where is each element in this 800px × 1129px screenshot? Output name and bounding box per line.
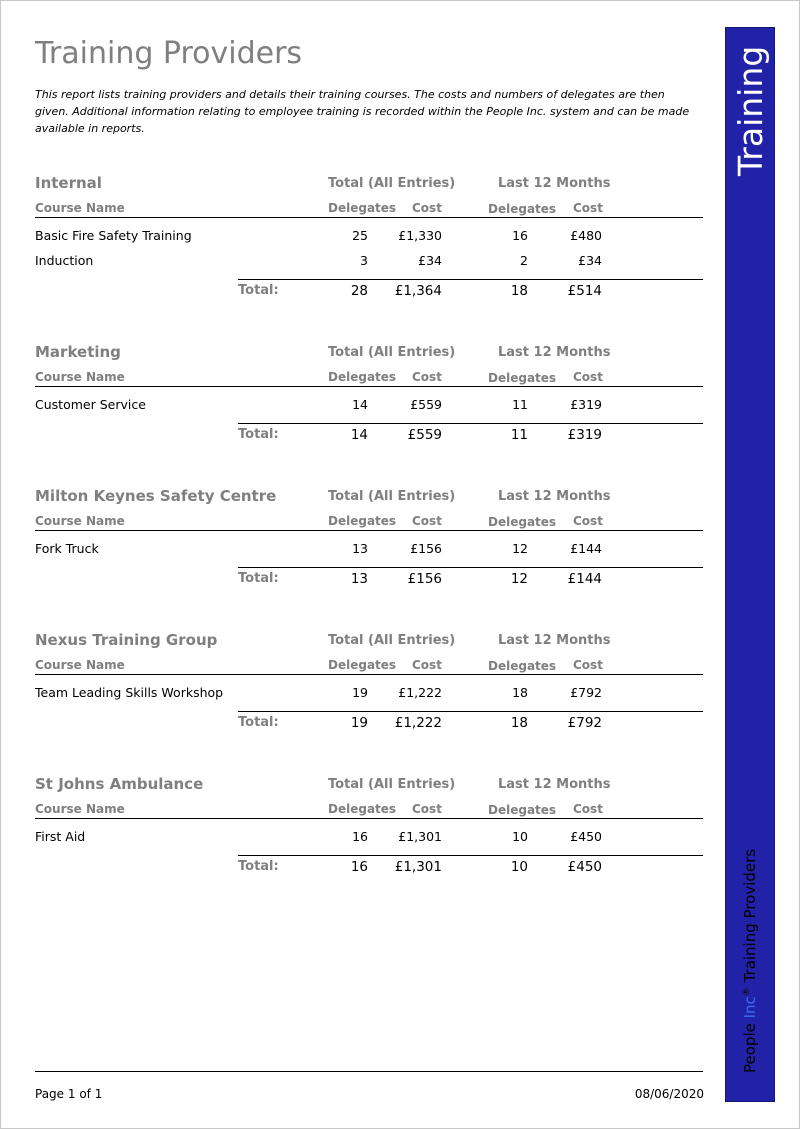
column-header-delegates: Delegates: [328, 201, 397, 215]
group-header-total: Total (All Entries): [328, 176, 456, 191]
course-row: [35, 829, 703, 849]
total-divider: [238, 855, 703, 856]
total-label: Total:: [238, 283, 279, 298]
total-row: [35, 859, 703, 879]
delegates-all: 14: [352, 397, 368, 412]
total-delegates-last12: 10: [510, 859, 528, 875]
brand-registered: ®: [742, 987, 752, 997]
column-header-cost: Cost: [412, 802, 442, 816]
cost-last12: £144: [570, 541, 602, 556]
header-divider: [35, 386, 703, 387]
cost-all: £1,301: [398, 829, 442, 844]
provider-section: [35, 174, 703, 304]
total-row: [35, 283, 703, 303]
cost-last12: £450: [570, 829, 602, 844]
delegates-all: 25: [352, 228, 368, 243]
column-header-cost: Cost: [573, 658, 603, 672]
total-delegates-last12: 12: [510, 571, 528, 587]
course-row: [35, 228, 703, 248]
delegates-last12: 18: [512, 685, 528, 700]
provider-name: Internal: [35, 174, 102, 192]
provider-name: Nexus Training Group: [35, 631, 218, 649]
delegates-last12: 16: [512, 228, 528, 243]
course-row: [35, 253, 703, 273]
column-header-cost: Cost: [412, 658, 442, 672]
cost-all: £1,222: [398, 685, 442, 700]
total-delegates-all: 19: [350, 715, 368, 731]
cost-all: £559: [410, 397, 442, 412]
total-cost-last12: £319: [567, 427, 602, 443]
column-header-delegates: Delegates: [328, 514, 397, 528]
column-header-course: Course Name: [35, 370, 125, 384]
group-header-total: Total (All Entries): [328, 633, 456, 648]
column-header-cost: Cost: [573, 201, 603, 215]
group-header-total: Total (All Entries): [328, 489, 456, 504]
column-header-delegates: Delegates: [488, 803, 557, 817]
group-header-last12: Last 12 Months: [498, 345, 611, 360]
delegates-last12: 11: [512, 397, 528, 412]
course-name: Basic Fire Safety Training: [35, 228, 192, 243]
cost-last12: £792: [570, 685, 602, 700]
column-header-delegates: Delegates: [488, 371, 557, 385]
column-header-course: Course Name: [35, 802, 125, 816]
delegates-all: 19: [352, 685, 368, 700]
report-intro: This report lists training providers and details their training courses. The costs and numbers of delegates are then given. Additional information relating to employee training is recorded within the People Inc. system and can be made available in reports.: [35, 88, 690, 135]
brand-inc: Inc: [741, 996, 759, 1019]
total-cost-all: £1,222: [394, 715, 442, 731]
provider-section: [35, 487, 703, 617]
total-divider: [238, 567, 703, 568]
delegates-all: 16: [352, 829, 368, 844]
group-header-total: Total (All Entries): [328, 345, 456, 360]
delegates-last12: 10: [512, 829, 528, 844]
page-number: Page 1 of 1: [35, 1087, 103, 1101]
total-delegates-all: 28: [350, 283, 368, 299]
column-header-cost: Cost: [412, 370, 442, 384]
group-header-last12: Last 12 Months: [498, 777, 611, 792]
column-header-delegates: Delegates: [488, 515, 557, 529]
course-row: [35, 397, 703, 417]
column-header-delegates: Delegates: [488, 202, 557, 216]
total-cost-last12: £144: [567, 571, 602, 587]
column-header-course: Course Name: [35, 201, 125, 215]
column-header-delegates: Delegates: [328, 658, 397, 672]
total-cost-last12: £514: [567, 283, 602, 299]
header-divider: [35, 530, 703, 531]
column-header-delegates: Delegates: [328, 370, 397, 384]
column-header-cost: Cost: [573, 514, 603, 528]
provider-section: [35, 343, 703, 473]
total-label: Total:: [238, 715, 279, 730]
delegates-all: 3: [360, 253, 368, 268]
report-date: 08/06/2020: [634, 1087, 704, 1101]
provider-name: St Johns Ambulance: [35, 775, 204, 793]
report-title: Training Providers: [35, 36, 303, 71]
total-divider: [238, 423, 703, 424]
provider-section: [35, 631, 703, 761]
provider-section: [35, 775, 703, 905]
total-delegates-last12: 18: [510, 283, 528, 299]
header-divider: [35, 818, 703, 819]
total-row: [35, 715, 703, 735]
total-delegates-last12: 18: [510, 715, 528, 731]
course-name: Team Leading Skills Workshop: [35, 685, 224, 700]
total-label: Total:: [238, 427, 279, 442]
total-delegates-all: 14: [350, 427, 368, 443]
column-header-cost: Cost: [412, 201, 442, 215]
total-delegates-all: 13: [350, 571, 368, 587]
sidebar-brand: [741, 849, 759, 1073]
course-name: First Aid: [35, 829, 86, 844]
column-header-course: Course Name: [35, 514, 125, 528]
brand-report-name: Training Providers: [741, 848, 759, 988]
course-name: Fork Truck: [35, 541, 99, 556]
total-cost-all: £559: [407, 427, 442, 443]
group-header-total: Total (All Entries): [328, 777, 456, 792]
course-row: [35, 541, 703, 561]
sidebar-band: [725, 27, 775, 1102]
column-header-cost: Cost: [573, 370, 603, 384]
course-name: Customer Service: [35, 397, 146, 412]
total-cost-all: £156: [407, 571, 442, 587]
total-cost-last12: £450: [567, 859, 602, 875]
total-delegates-all: 16: [350, 859, 368, 875]
total-row: [35, 427, 703, 447]
course-row: [35, 685, 703, 705]
provider-name: Milton Keynes Safety Centre: [35, 487, 277, 505]
total-divider: [238, 279, 703, 280]
header-divider: [35, 674, 703, 675]
course-name: Induction: [35, 253, 94, 268]
column-header-delegates: Delegates: [328, 802, 397, 816]
group-header-last12: Last 12 Months: [498, 489, 611, 504]
provider-name: Marketing: [35, 343, 121, 361]
total-divider: [238, 711, 703, 712]
cost-all: £34: [418, 253, 442, 268]
sidebar-title: Training: [730, 45, 770, 176]
delegates-all: 13: [352, 541, 368, 556]
column-header-cost: Cost: [412, 514, 442, 528]
total-cost-all: £1,301: [394, 859, 442, 875]
cost-last12: £34: [578, 253, 602, 268]
delegates-last12: 2: [520, 253, 528, 268]
cost-last12: £319: [570, 397, 602, 412]
cost-all: £156: [410, 541, 442, 556]
column-header-cost: Cost: [573, 802, 603, 816]
total-delegates-last12: 11: [510, 427, 528, 443]
total-label: Total:: [238, 859, 279, 874]
delegates-last12: 12: [512, 541, 528, 556]
header-divider: [35, 217, 703, 218]
total-cost-all: £1,364: [394, 283, 442, 299]
brand-people: People: [741, 1018, 759, 1073]
total-row: [35, 571, 703, 591]
group-header-last12: Last 12 Months: [498, 176, 611, 191]
cost-last12: £480: [570, 228, 602, 243]
total-label: Total:: [238, 571, 279, 586]
cost-all: £1,330: [398, 228, 442, 243]
column-header-delegates: Delegates: [488, 659, 557, 673]
column-header-course: Course Name: [35, 658, 125, 672]
footer-divider: [35, 1071, 703, 1072]
total-cost-last12: £792: [567, 715, 602, 731]
group-header-last12: Last 12 Months: [498, 633, 611, 648]
